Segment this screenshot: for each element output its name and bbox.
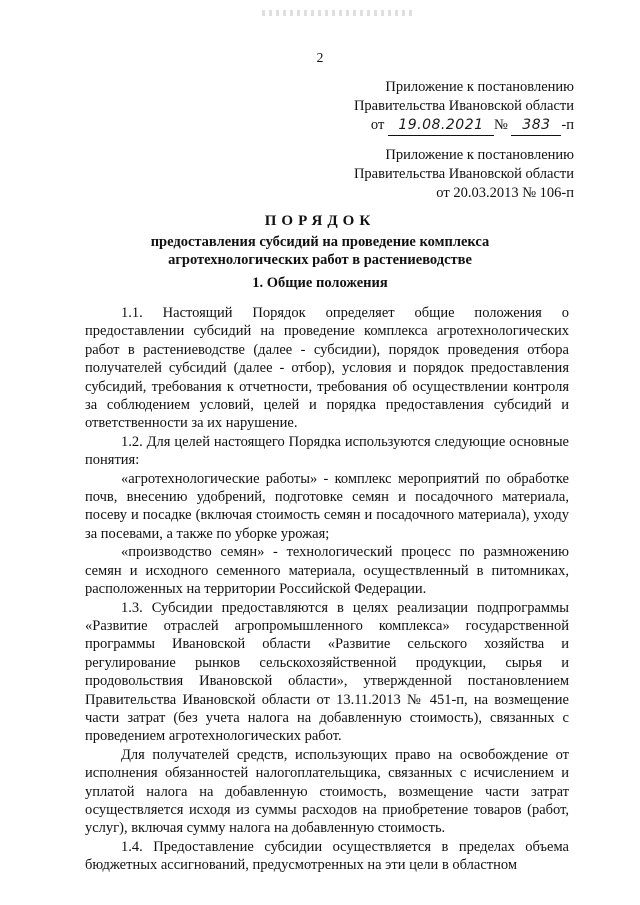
number-suffix: -п: [561, 117, 574, 133]
subtitle-line2: агротехнологических работ в растениеводстве: [168, 252, 472, 268]
handwritten-date: 19.08.2021: [388, 116, 494, 136]
paragraph-definition-seeds: «производство семян» - технологический процесс по размножению семян и исходного семенного материала, осуществленный в питомниках, расположенных на территории Российской Федерации.: [85, 544, 569, 598]
body-text: [85, 304, 569, 875]
from-label: от: [370, 117, 385, 133]
appendix-original-line3: от 20.03.2013 № 106-п: [436, 185, 574, 201]
document-title: ПОРЯДОК: [264, 213, 376, 229]
scan-artifact: [262, 10, 412, 16]
appendix-original-line2: Правительства Ивановской области: [353, 166, 574, 182]
handwritten-number: 383: [511, 116, 561, 136]
appendix-current-line1: Приложение к постановлению: [385, 79, 574, 95]
appendix-original: [354, 146, 574, 203]
paragraph-1-4: 1.4. Предоставление субсидии осуществляется в пределах объема бюджетных ассигнований, предусмотренных на эти цели в областном: [85, 838, 569, 874]
appendix-current-line2: Правительства Ивановской области: [353, 98, 574, 114]
number-sign: №: [493, 117, 508, 133]
subtitle-line1: предоставления субсидий на проведение комплекса: [150, 234, 490, 250]
appendix-original-line1: Приложение к постановлению: [385, 147, 574, 163]
paragraph-definition-agro: «агротехнологические работы» - комплекс мероприятий по обработке почв, внесению удобрений, подготовке семян и посадочного материала, посеву и посадке (включая стоимость семян и посадочного материала), уходу за посевами, а также по уборке урожая;: [85, 470, 569, 542]
appendix-current-date-line: [354, 116, 574, 136]
document-subtitle: [0, 233, 640, 269]
paragraph-1-3: 1.3. Субсидии предоставляются в целях реализации подпрограммы «Развитие отраслей агропромышленного комплекса» государственной программы Ивановской области «Развитие сельского хозяйства и регулирование рынков сельскохозяйственной продукции, сырья и продовольствия Ивановской области», утвержденной постановлением Правительства Ивановской области от 13.11.2013 № 451-п, на возмещение части затрат (без учета налога на добавленную стоимость), связанных с проведением агротехнологических работ.: [85, 599, 569, 745]
section-heading: 1. Общие положения: [252, 275, 388, 291]
appendix-current: [354, 78, 574, 136]
page-number: 2: [316, 50, 324, 65]
paragraph-1-2: 1.2. Для целей настоящего Порядка используются следующие основные понятия:: [85, 433, 569, 469]
paragraph-vat: Для получателей средств, использующих право на освобождение от исполнения обязанностей налогоплательщика, связанных с исчислением и уплатой налога на добавленную стоимость, возмещение части затрат осуществляется исходя из суммы расходов на приобретение товаров (работ, услуг), включая сумму налога на добавленную стоимость.: [85, 746, 569, 837]
paragraph-1-1: 1.1. Настоящий Порядок определяет общие положения о предоставлении субсидий на проведение комплекса агротехнологических работ в растениеводстве (далее - субсидии), порядок проведения отбора получателей субсидий (далее - отбор), условия и порядок предоставления субсидий, требования к отчетности, требования об осуществлении контроля за соблюдением условий, целей и порядка предоставления субсидий и ответственности за их нарушение.: [85, 305, 569, 432]
